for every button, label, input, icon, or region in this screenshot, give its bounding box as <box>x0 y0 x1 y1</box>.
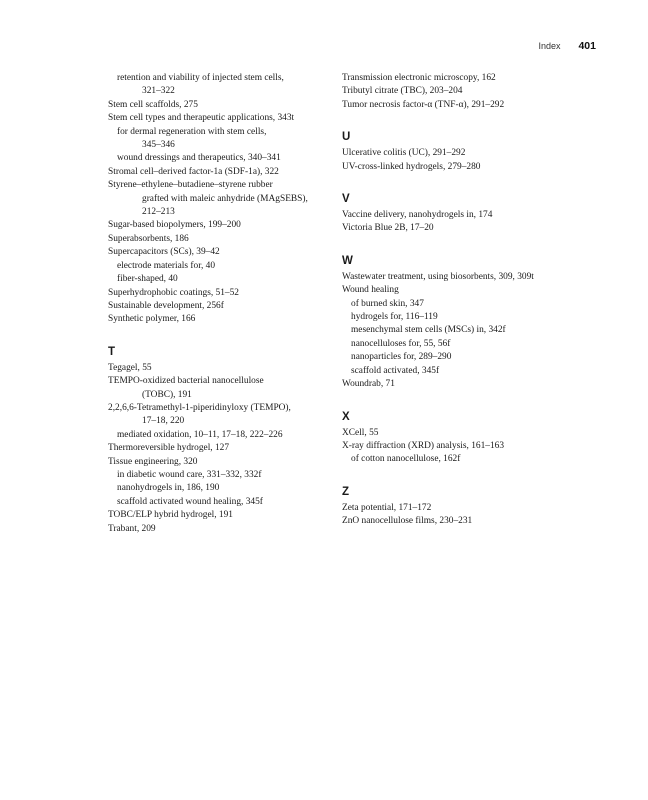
index-entry-continuation: 17–18, 220 <box>142 416 185 427</box>
index-column-right <box>342 72 566 529</box>
index-entry: Vaccine delivery, nanohydrogels in, 174 <box>342 210 493 221</box>
index-entry: ZnO nanocellulose films, 230–231 <box>342 516 473 527</box>
index-subentry: hydrogels for, 116–119 <box>351 312 438 323</box>
index-subentry: electrode materials for, 40 <box>117 260 216 271</box>
index-entry: Stromal cell–derived factor-1a (SDF-1a), 322 <box>108 166 279 177</box>
index-entry-continuation: (TOBC), 191 <box>142 389 192 400</box>
index-entry-continuation: grafted with maleic anhydride (MAgSEBS), <box>142 193 308 204</box>
index-subentry: wound dressings and therapeutics, 340–341 <box>117 153 281 164</box>
index-entry: Tumor necrosis factor-α (TNF-α), 291–292 <box>342 99 505 110</box>
index-entry: Wound healing <box>342 285 399 296</box>
index-entry: Supercapacitors (SCs), 39–42 <box>108 247 220 258</box>
index-entry: Superabsorbents, 186 <box>108 233 189 244</box>
running-head <box>538 40 596 52</box>
index-entry-continuation: 345–346 <box>142 140 175 151</box>
index-entry: Victoria Blue 2B, 17–20 <box>342 223 434 234</box>
index-entry: XCell, 55 <box>342 427 379 438</box>
section-letter-w: W <box>342 254 353 267</box>
index-column-left <box>108 72 340 536</box>
index-subentry: scaffold activated, 345f <box>351 365 440 376</box>
index-subentry: mesenchymal stem cells (MSCs) in, 342f <box>351 325 506 336</box>
section-spacer <box>342 392 566 410</box>
index-entry: Stem cell scaffolds, 275 <box>108 99 198 110</box>
section-spacer <box>342 174 566 192</box>
index-entry: Styrene–ethylene–butadiene–styrene rubber <box>108 180 273 191</box>
index-entry: Trabant, 209 <box>108 523 156 534</box>
index-entry: TEMPO-oxidized bacterial nanocellulose <box>108 376 264 387</box>
index-entry: Synthetic polymer, 166 <box>108 314 196 325</box>
index-entry: TOBC/ELP hybrid hydrogel, 191 <box>108 510 233 521</box>
index-subentry: scaffold activated wound healing, 345f <box>117 496 263 507</box>
index-entry: Tegagel, 55 <box>108 362 152 373</box>
index-subentry: retention and viability of injected stem cells, <box>117 73 284 83</box>
index-subentry: nanoparticles for, 289–290 <box>351 352 452 363</box>
index-entry: Ulcerative colitis (UC), 291–292 <box>342 148 466 159</box>
index-entry: Stem cell types and therapeutic applications, 343t <box>108 113 295 124</box>
index-subentry: nanohydrogels in, 186, 190 <box>117 483 220 494</box>
index-subentry: nanocelluloses for, 55, 56f <box>351 338 451 349</box>
index-subentry: of cotton nanocellulose, 162f <box>351 454 461 465</box>
section-letter-x: X <box>342 410 350 423</box>
index-entry-continuation: 212–213 <box>142 207 175 218</box>
index-entry: Thermoreversible hydrogel, 127 <box>108 443 230 454</box>
section-letter-t: T <box>108 345 116 358</box>
section-spacer <box>342 112 566 130</box>
index-entry: UV-cross-linked hydrogels, 279–280 <box>342 161 481 172</box>
index-entry: Transmission electronic microscopy, 162 <box>342 73 496 83</box>
index-subentry: in diabetic wound care, 331–332, 332f <box>117 469 262 480</box>
index-entry: 2,2,6,6-Tetramethyl-1-piperidinyloxy (TEMPO), <box>108 402 291 413</box>
section-letter-u: U <box>342 131 351 144</box>
index-subentry: mediated oxidation, 10–11, 17–18, 222–226 <box>117 429 283 440</box>
index-entry: Superhydrophobic coatings, 51–52 <box>108 287 239 298</box>
index-entry: Tissue engineering, 320 <box>108 456 198 467</box>
index-entry: Woundrab, 71 <box>342 379 395 390</box>
index-subentry: of burned skin, 347 <box>351 298 424 309</box>
section-spacer <box>108 327 340 345</box>
section-letter-z: Z <box>342 485 350 498</box>
page-number: 401 <box>578 40 596 52</box>
section-spacer <box>342 467 566 485</box>
index-entry: Zeta potential, 171–172 <box>342 502 432 513</box>
index-entry-continuation: 321–322 <box>142 86 175 97</box>
section-letter-v: V <box>342 193 350 206</box>
section-spacer <box>342 236 566 254</box>
index-entry: Tributyl citrate (TBC), 203–204 <box>342 86 463 97</box>
index-subentry: fiber-shaped, 40 <box>117 274 178 285</box>
index-entry: Sustainable development, 256f <box>108 300 224 311</box>
index-entry: Sugar-based biopolymers, 199–200 <box>108 220 241 231</box>
running-head-section: Index <box>538 41 561 51</box>
index-entry: Wastewater treatment, using biosorbents, 309, 309t <box>342 271 534 282</box>
index-subentry: for dermal regeneration with stem cells, <box>117 126 267 137</box>
index-entry: X-ray diffraction (XRD) analysis, 161–163 <box>342 440 505 451</box>
